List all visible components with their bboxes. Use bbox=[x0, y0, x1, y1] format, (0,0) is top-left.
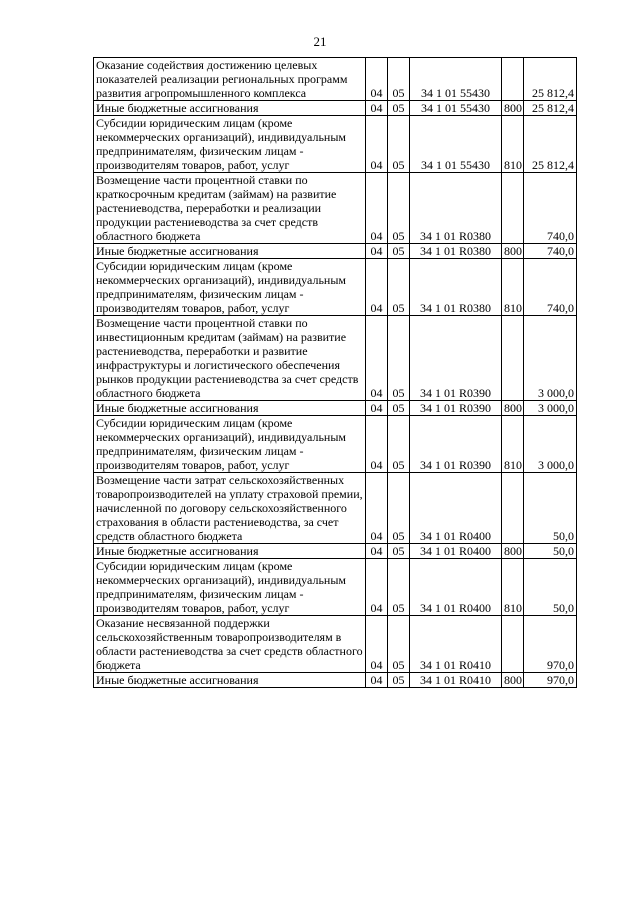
row-name: Иные бюджетные ассигнования bbox=[94, 244, 366, 259]
row-target-article-code: 34 1 01 R0390 bbox=[410, 401, 502, 416]
table-row bbox=[94, 259, 577, 316]
table-row bbox=[94, 673, 577, 688]
row-name: Возмещение части процентной ставки по краткосрочным кредитам (займам) на развитие растениеводства, переработки и реализации продукции растениеводства за счет средств областного бюджета bbox=[94, 173, 366, 244]
row-amount: 50,0 bbox=[524, 473, 577, 544]
row-name: Иные бюджетные ассигнования bbox=[94, 544, 366, 559]
row-amount: 3 000,0 bbox=[524, 316, 577, 401]
table-row bbox=[94, 316, 577, 401]
row-subsection-code: 05 bbox=[388, 58, 410, 101]
row-expense-type-code: 800 bbox=[502, 101, 524, 116]
row-amount: 740,0 bbox=[524, 244, 577, 259]
row-subsection-code: 05 bbox=[388, 473, 410, 544]
row-expense-type-code: 800 bbox=[502, 244, 524, 259]
row-section-code: 04 bbox=[366, 559, 388, 616]
row-section-code: 04 bbox=[366, 173, 388, 244]
row-target-article-code: 34 1 01 R0380 bbox=[410, 173, 502, 244]
row-subsection-code: 05 bbox=[388, 544, 410, 559]
row-amount: 3 000,0 bbox=[524, 401, 577, 416]
row-subsection-code: 05 bbox=[388, 244, 410, 259]
row-subsection-code: 05 bbox=[388, 401, 410, 416]
row-target-article-code: 34 1 01 R0400 bbox=[410, 559, 502, 616]
row-name: Субсидии юридическим лицам (кроме некоммерческих организаций), индивидуальным предпринимателям, физическим лицам - производителям товаров, работ, услуг bbox=[94, 559, 366, 616]
row-target-article-code: 34 1 01 R0410 bbox=[410, 673, 502, 688]
row-amount: 25 812,4 bbox=[524, 101, 577, 116]
row-expense-type-code bbox=[502, 616, 524, 673]
row-section-code: 04 bbox=[366, 101, 388, 116]
row-expense-type-code bbox=[502, 58, 524, 101]
row-name: Оказание содействия достижению целевых показателей реализации региональных программ развития агропромышленного комплекса bbox=[94, 58, 366, 101]
table-row bbox=[94, 58, 577, 101]
row-target-article-code: 34 1 01 R0380 bbox=[410, 244, 502, 259]
row-subsection-code: 05 bbox=[388, 559, 410, 616]
row-name: Субсидии юридическим лицам (кроме некоммерческих организаций), индивидуальным предпринимателям, физическим лицам - производителям товаров, работ, услуг bbox=[94, 416, 366, 473]
row-expense-type-code bbox=[502, 473, 524, 544]
row-expense-type-code: 800 bbox=[502, 544, 524, 559]
row-amount: 970,0 bbox=[524, 673, 577, 688]
row-section-code: 04 bbox=[366, 116, 388, 173]
row-amount: 25 812,4 bbox=[524, 58, 577, 101]
row-expense-type-code: 800 bbox=[502, 673, 524, 688]
table-row bbox=[94, 616, 577, 673]
row-expense-type-code: 800 bbox=[502, 401, 524, 416]
row-target-article-code: 34 1 01 R0400 bbox=[410, 473, 502, 544]
row-section-code: 04 bbox=[366, 673, 388, 688]
table-row bbox=[94, 173, 577, 244]
page-number: 21 bbox=[313, 34, 327, 49]
table-row bbox=[94, 116, 577, 173]
row-amount: 740,0 bbox=[524, 173, 577, 244]
row-amount: 25 812,4 bbox=[524, 116, 577, 173]
table-row bbox=[94, 244, 577, 259]
budget-table-body bbox=[94, 58, 577, 688]
row-section-code: 04 bbox=[366, 244, 388, 259]
row-target-article-code: 34 1 01 R0390 bbox=[410, 316, 502, 401]
row-section-code: 04 bbox=[366, 259, 388, 316]
row-expense-type-code: 810 bbox=[502, 559, 524, 616]
row-target-article-code: 34 1 01 R0380 bbox=[410, 259, 502, 316]
row-section-code: 04 bbox=[366, 416, 388, 473]
row-section-code: 04 bbox=[366, 401, 388, 416]
row-expense-type-code bbox=[502, 173, 524, 244]
row-name: Иные бюджетные ассигнования bbox=[94, 101, 366, 116]
row-section-code: 04 bbox=[366, 473, 388, 544]
row-subsection-code: 05 bbox=[388, 616, 410, 673]
row-subsection-code: 05 bbox=[388, 101, 410, 116]
row-target-article-code: 34 1 01 55430 bbox=[410, 101, 502, 116]
row-subsection-code: 05 bbox=[388, 416, 410, 473]
row-target-article-code: 34 1 01 R0400 bbox=[410, 544, 502, 559]
row-expense-type-code bbox=[502, 316, 524, 401]
table-row bbox=[94, 416, 577, 473]
row-name: Возмещение части процентной ставки по инвестиционным кредитам (займам) на развитие растениеводства, переработки и развитие инфраструктуры и логистического обеспечения рынков продукции растениеводства за счет средств областного бюджета bbox=[94, 316, 366, 401]
row-amount: 3 000,0 bbox=[524, 416, 577, 473]
row-target-article-code: 34 1 01 R0410 bbox=[410, 616, 502, 673]
row-expense-type-code: 810 bbox=[502, 116, 524, 173]
row-subsection-code: 05 bbox=[388, 673, 410, 688]
row-section-code: 04 bbox=[366, 316, 388, 401]
row-name: Иные бюджетные ассигнования bbox=[94, 401, 366, 416]
row-name: Возмещение части затрат сельскохозяйственных товаропроизводителей на уплату страховой премии, начисленной по договору сельскохозяйственного страхования в области растениеводства, за счет средств областного бюджета bbox=[94, 473, 366, 544]
row-target-article-code: 34 1 01 R0390 bbox=[410, 416, 502, 473]
row-amount: 970,0 bbox=[524, 616, 577, 673]
row-amount: 50,0 bbox=[524, 544, 577, 559]
row-name: Субсидии юридическим лицам (кроме некоммерческих организаций), индивидуальным предпринимателям, физическим лицам - производителям товаров, работ, услуг bbox=[94, 116, 366, 173]
table-row bbox=[94, 544, 577, 559]
row-name: Оказание несвязанной поддержки сельскохозяйственным товаропроизводителям в области растениеводства за счет средств областного бюджета bbox=[94, 616, 366, 673]
row-name: Иные бюджетные ассигнования bbox=[94, 673, 366, 688]
row-subsection-code: 05 bbox=[388, 259, 410, 316]
table-row bbox=[94, 473, 577, 544]
row-subsection-code: 05 bbox=[388, 316, 410, 401]
row-section-code: 04 bbox=[366, 544, 388, 559]
row-expense-type-code: 810 bbox=[502, 416, 524, 473]
table-row bbox=[94, 401, 577, 416]
row-name: Субсидии юридическим лицам (кроме некоммерческих организаций), индивидуальным предпринимателям, физическим лицам - производителям товаров, работ, услуг bbox=[94, 259, 366, 316]
row-section-code: 04 bbox=[366, 58, 388, 101]
row-amount: 50,0 bbox=[524, 559, 577, 616]
table-row bbox=[94, 559, 577, 616]
budget-table bbox=[93, 57, 577, 688]
row-expense-type-code: 810 bbox=[502, 259, 524, 316]
row-target-article-code: 34 1 01 55430 bbox=[410, 116, 502, 173]
row-amount: 740,0 bbox=[524, 259, 577, 316]
row-subsection-code: 05 bbox=[388, 173, 410, 244]
row-subsection-code: 05 bbox=[388, 116, 410, 173]
row-target-article-code: 34 1 01 55430 bbox=[410, 58, 502, 101]
table-row bbox=[94, 101, 577, 116]
row-section-code: 04 bbox=[366, 616, 388, 673]
